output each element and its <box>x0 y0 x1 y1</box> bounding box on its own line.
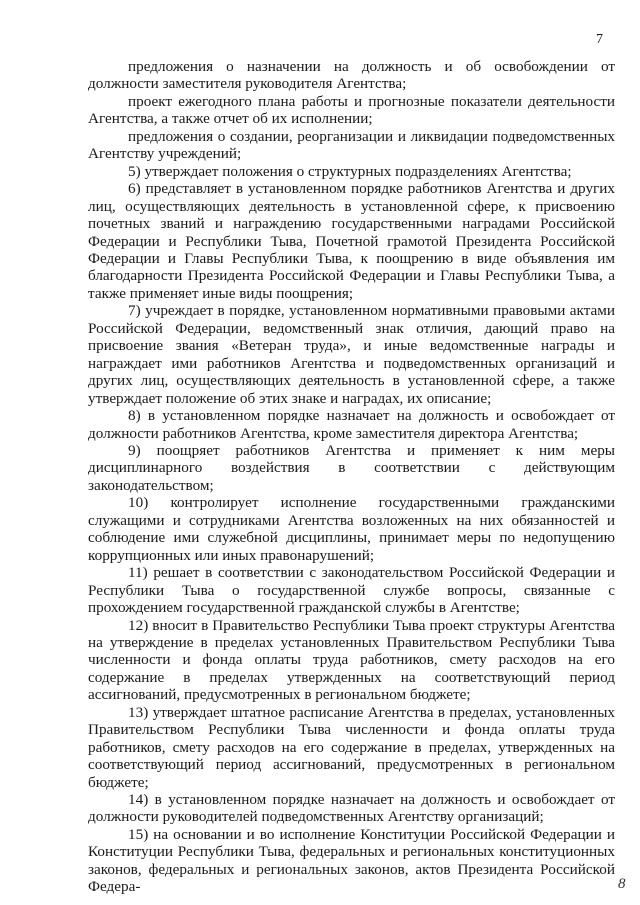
paragraph: 7) учреждает в порядке, установленном нормативными правовыми актами Российской Федерации, ведомственный знак отличия, дающий право на присвоение звания «Ветеран труда», и иные ведомственные награды и награждает ими работников Агентства и подведомственных организаций и других лиц, осуществляющих деятельность в установленной сфере, а также утверждает положение об этих знаке и наградах, их описание; <box>88 302 615 407</box>
paragraph: 9) поощряет работников Агентства и применяет к ним меры дисциплинарного воздействия в соответствии с действующим законодательством; <box>88 441 615 494</box>
document-body <box>88 58 615 896</box>
page-number: 7 <box>596 32 603 47</box>
paragraph: 8) в установленном порядке назначает на должность и освобождает от должности работников Агентства, кроме заместителя директора Агентства; <box>88 407 615 442</box>
paragraph: предложения о назначении на должность и об освобождении от должности заместителя руководителя Агентства; <box>88 58 615 93</box>
handwritten-corner-mark: 8 <box>618 876 626 892</box>
paragraph: 15) на основании и во исполнение Конституции Российской Федерации и Конституции Республики Тыва, федеральных и региональных конституционных законов, федеральных и региональных законов, актов Президента Российской Федера- <box>88 825 615 896</box>
paragraph: предложения о создании, реорганизации и ликвидации подведомственных Агентству учреждений; <box>88 127 615 163</box>
paragraph: проект ежегодного плана работы и прогнозные показатели деятельности Агентства, а также отчет об их исполнении; <box>88 92 615 128</box>
paragraph: 13) утверждает штатное расписание Агентства в пределах, установленных Правительством Республики Тыва численности и фонда оплаты труда работников, смету расходов на его содержание в пределах, утвержденных на соответствующий период ассигнований, предусмотренных в региональном бюджете; <box>88 703 615 791</box>
paragraph: 14) в установленном порядке назначает на должность и освобождает от должности руководителей подведомственных Агентству организаций; <box>88 791 615 826</box>
paragraph: 6) представляет в установленном порядке работников Агентства и других лиц, осуществляющих деятельность в установленной сфере, к присвоению почетных званий и награждению государственными наградами Российской Федерации и Республики Тыва, Почетной грамотой Президента Российской Федерации и Главы Республики Тыва, к поощрению в виде объявления им благодарности Президента Российской Федерации и Главы Республики Тыва, а также применяет иные виды поощрения; <box>88 180 615 302</box>
paragraph: 5) утверждает положения о структурных подразделениях Агентства; <box>128 162 572 180</box>
paragraph: 10) контролирует исполнение государственными гражданскими служащими и сотрудниками Агентства возложенных на них обязанностей и соблюдение ими служебной дисциплины, принимает меры по недопущению коррупционных или иных правонарушений; <box>88 494 615 564</box>
paragraph: 12) вносит в Правительство Республики Тыва проект структуры Агентства на утверждение в пределах установленных Правительством Республики Тыва численности и фонда оплаты труда работников, смету расходов на его содержание в пределах утвержденных на соответствующий период ассигнований, предусмотренных в региональном бюджете; <box>88 616 615 704</box>
paragraph: 11) решает в соответствии с законодательством Российской Федерации и Республики Тыва о государственной службе вопросы, связанные с прохождением государственной гражданской службы в Агентстве; <box>88 564 615 617</box>
